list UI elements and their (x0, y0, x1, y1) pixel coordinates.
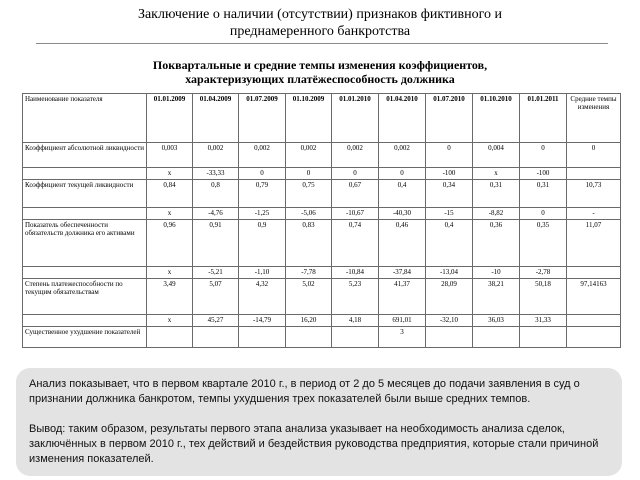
table-cell: 0 (332, 168, 379, 180)
table-cell: 38,21 (473, 279, 520, 315)
conclusion-box (16, 368, 622, 476)
table-cell: 0 (239, 168, 286, 180)
header-cell: 01.01.2011 (520, 94, 567, 143)
table-row (23, 143, 621, 168)
header-cell: 01.04.2009 (193, 94, 239, 143)
header-cell: 01.01.2009 (147, 94, 193, 143)
table-cell (286, 327, 332, 348)
table-cell: 0,002 (193, 143, 239, 168)
row-label (23, 267, 147, 279)
table-cell: 5,02 (286, 279, 332, 315)
table-heading (100, 58, 540, 86)
table-cell: x (147, 168, 193, 180)
table-cell: 0,91 (193, 220, 239, 267)
table-cell: 0,8 (193, 180, 239, 208)
document-title (40, 6, 600, 40)
row-label: Степень платежеспособности по текущим обязательствам (23, 279, 147, 315)
row-label (23, 208, 147, 220)
table-cell: -5,06 (286, 208, 332, 220)
table-cell: 0 (286, 168, 332, 180)
table-cell: 11,07 (567, 220, 621, 267)
table-row (23, 168, 621, 180)
table-cell: 0,002 (379, 143, 426, 168)
table-cell (426, 327, 473, 348)
title-divider (36, 43, 608, 44)
table-cell: 0,67 (332, 180, 379, 208)
header-cell: 01.10.2010 (473, 94, 520, 143)
table-cell: -10,84 (332, 267, 379, 279)
table-cell: 50,18 (520, 279, 567, 315)
table-cell: 31,33 (520, 315, 567, 327)
table-cell: -33,33 (193, 168, 239, 180)
table-heading-line-1: Поквартальные и средние темпы изменения коэффициентов, (152, 58, 488, 72)
table-cell: -14,79 (239, 315, 286, 327)
table-row (23, 267, 621, 279)
table-cell (193, 327, 239, 348)
table-cell: -10,67 (332, 208, 379, 220)
table-cell: -37,84 (379, 267, 426, 279)
table-cell: 5,23 (332, 279, 379, 315)
table-cell: x (147, 208, 193, 220)
table-cell: 0,34 (426, 180, 473, 208)
table-cell: -15 (426, 208, 473, 220)
table-cell: 0 (426, 143, 473, 168)
table-cell: 0,96 (147, 220, 193, 267)
table-cell: 16,20 (286, 315, 332, 327)
table-cell: 0,75 (286, 180, 332, 208)
table-cell: -4,76 (193, 208, 239, 220)
document-title-line-2: преднамеренного банкротства (229, 24, 411, 39)
table-cell (473, 327, 520, 348)
table-cell: 45,27 (193, 315, 239, 327)
row-label: Существенное ухудшение показателей (23, 327, 147, 348)
table-cell (567, 315, 621, 327)
header-cell: Средние темпы изменения (567, 94, 621, 143)
table-cell: x (473, 168, 520, 180)
table-heading-line-2: характеризующих платёжеспособность должника (185, 72, 455, 86)
table-cell: 0,004 (473, 143, 520, 168)
table-cell: -32,10 (426, 315, 473, 327)
table-cell: 3 (379, 327, 426, 348)
table-cell: 0,74 (332, 220, 379, 267)
table-cell (567, 267, 621, 279)
table-cell: 0,35 (520, 220, 567, 267)
table-row (23, 327, 621, 348)
header-cell: 01.01.2010 (332, 94, 379, 143)
table-cell: 10,73 (567, 180, 621, 208)
row-label: Коэффициент текущей ликвидности (23, 180, 147, 208)
table-cell: 0 (379, 168, 426, 180)
table-cell: 41,37 (379, 279, 426, 315)
table-cell: -100 (520, 168, 567, 180)
table-cell: 0 (567, 143, 621, 168)
table-cell: 4,32 (239, 279, 286, 315)
header-cell: 01.07.2010 (426, 94, 473, 143)
table-cell: 0,31 (520, 180, 567, 208)
table-cell: 0,79 (239, 180, 286, 208)
header-cell: 01.10.2009 (286, 94, 332, 143)
table-cell: 0,4 (379, 180, 426, 208)
table-row (23, 279, 621, 315)
table-cell (567, 327, 621, 348)
table-cell (239, 327, 286, 348)
table-header-row (23, 94, 621, 143)
header-cell: Наименование показателя (23, 94, 147, 143)
table-cell: 5,07 (193, 279, 239, 315)
table-cell: 3,49 (147, 279, 193, 315)
table-cell (567, 168, 621, 180)
table-row (23, 208, 621, 220)
table-cell: -1,10 (239, 267, 286, 279)
conclusion-paragraph: Вывод: таким образом, результаты первого этапа анализа указывает на необходимость анализа сделок, заключённых в первом 2010 г., тех действий и бездействия руководства предприятия, которые стали причиной изменения показателей. (29, 423, 599, 465)
table-row (23, 180, 621, 208)
table-cell: -2,78 (520, 267, 567, 279)
table-cell (520, 327, 567, 348)
table-cell: 0 (520, 143, 567, 168)
header-cell: 01.04.2010 (379, 94, 426, 143)
solvency-rates-table (22, 93, 621, 348)
table-cell: 0,83 (286, 220, 332, 267)
table-cell: 0,36 (473, 220, 520, 267)
table-cell: 0,9 (239, 220, 286, 267)
table-cell (332, 327, 379, 348)
table-cell: -7,78 (286, 267, 332, 279)
table-cell: x (147, 267, 193, 279)
table-row (23, 220, 621, 267)
table-cell: 0,003 (147, 143, 193, 168)
table-cell: -13,04 (426, 267, 473, 279)
table-cell: 0 (520, 208, 567, 220)
table-cell: -100 (426, 168, 473, 180)
table-cell: -10 (473, 267, 520, 279)
table-cell: 4,18 (332, 315, 379, 327)
table-cell (147, 327, 193, 348)
table-cell: 36,03 (473, 315, 520, 327)
table-cell: -40,30 (379, 208, 426, 220)
table-cell: x (147, 315, 193, 327)
table-cell: 28,09 (426, 279, 473, 315)
table-cell: 0,84 (147, 180, 193, 208)
analysis-paragraph: Анализ показывает, что в первом квартале 2010 г., в период от 2 до 5 месяцев до подачи заявления в суд о признании должника банкротом, темпы ухудшения трех показателей были выше средних темпов. (29, 378, 580, 405)
table-cell: 0,002 (286, 143, 332, 168)
table-cell: 0,002 (332, 143, 379, 168)
row-label (23, 315, 147, 327)
table-cell: 97,14163 (567, 279, 621, 315)
row-label: Коэффициент абсолютной ликвидности (23, 143, 147, 168)
row-label: Показатель обеспеченности обязательств должника его активами (23, 220, 147, 267)
table-cell: -1,25 (239, 208, 286, 220)
table-cell: 0,002 (239, 143, 286, 168)
document-title-line-1: Заключение о наличии (отсутствии) признаков фиктивного и (137, 7, 503, 22)
row-label (23, 168, 147, 180)
table-cell: 0,46 (379, 220, 426, 267)
table-row (23, 315, 621, 327)
table-cell: - (567, 208, 621, 220)
table-cell: 691,01 (379, 315, 426, 327)
header-cell: 01.07.2009 (239, 94, 286, 143)
table-cell: 0,4 (426, 220, 473, 267)
table-cell: -8,82 (473, 208, 520, 220)
table-cell: -5,21 (193, 267, 239, 279)
table-cell: 0,31 (473, 180, 520, 208)
